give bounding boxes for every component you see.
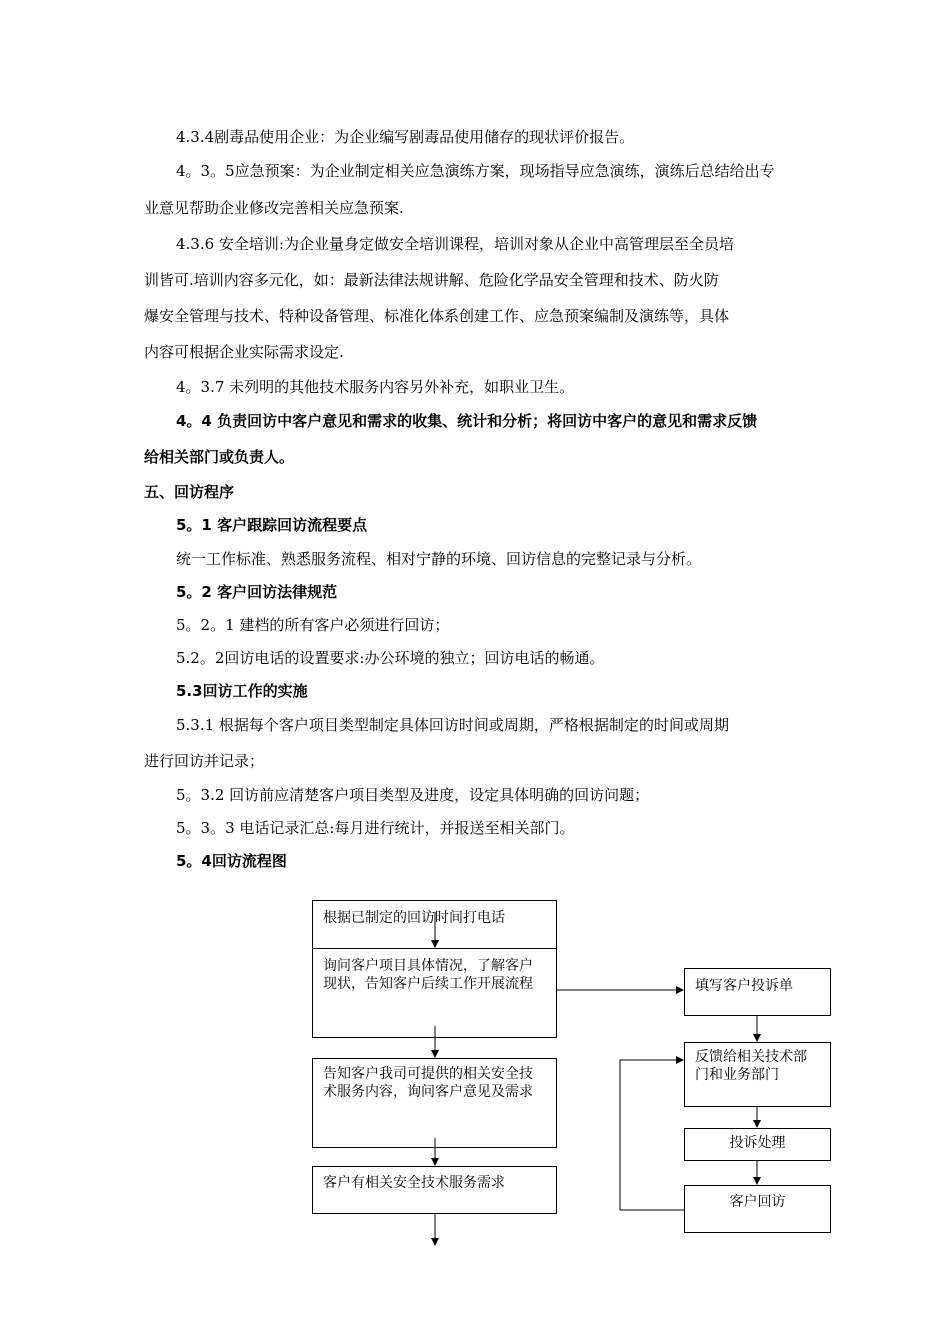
para-5-3-2: 5。3.2 回访前应清楚客户项目类型及进度，设定具体明确的回访问题； <box>176 786 650 804</box>
para-4-3-4: 4.3.4剧毒品使用企业：为企业编写剧毒品使用储存的现状评价报告。 <box>176 128 635 146</box>
heading-5-4: 5。4回访流程图 <box>176 852 287 870</box>
para-4-3-5-line2: 业意见帮助企业修改完善相关应急预案. <box>144 199 404 217</box>
para-5-3-1-line2: 进行回访并记录； <box>144 752 265 770</box>
flow-step-4: 客户有相关安全技术服务需求 <box>323 1175 505 1191</box>
para-4-3-6-line1: 4.3.6 安全培训:为企业量身定做安全培训课程，培训对象从企业中高管理层至全员培 <box>176 235 734 253</box>
para-4-3-6-line2: 训皆可.培训内容多元化，如：最新法律法规讲解、危险化学品安全管理和技术、防火防 <box>144 271 719 289</box>
flow-right-1: 填写客户投诉单 <box>695 978 793 994</box>
para-4-3-5-line1: 4。3。5应急预案：为企业制定相关应急演练方案，现场指导应急演练，演练后总结给出专 <box>176 162 775 180</box>
para-5-3-3: 5。3。3 电话记录汇总:每月进行统计，并报送至相关部门。 <box>176 819 575 837</box>
para-4-3-6-line4: 内容可根据企业实际需求设定. <box>144 343 344 361</box>
flow-right-4: 客户回访 <box>729 1194 786 1210</box>
heading-5-2: 5。2 客户回访法律规范 <box>176 583 338 601</box>
flow-right-3: 投诉处理 <box>729 1135 786 1151</box>
para-5-1: 统一工作标准、熟悉服务流程、相对宁静的环境、回访信息的完整记录与分析。 <box>176 550 702 568</box>
para-4-3-7: 4。3.7 未列明的其他技术服务内容另外补充，如职业卫生。 <box>176 378 575 396</box>
heading-5-1: 5。1 客户跟踪回访流程要点 <box>176 516 368 534</box>
para-4-4-line2: 给相关部门或负责人。 <box>144 448 295 466</box>
flow-step-2: 询问客户项目具体情况，了解客户现状，告知客户后续工作开展流程 <box>323 958 533 992</box>
para-4-4-line1: 4。4 负责回访中客户意见和需求的收集、统计和分析；将回访中客户的意见和需求反馈 <box>176 412 758 430</box>
heading-5-3: 5.3回访工作的实施 <box>176 682 308 700</box>
para-5-2-2: 5.2。2回访电话的设置要求:办公环境的独立；回访电话的畅通。 <box>176 649 605 667</box>
para-5-2-1: 5。2。1 建档的所有客户必须进行回访； <box>176 616 450 634</box>
flow-step-3: 告知客户我司可提供的相关安全技术服务内容，询问客户意见及需求 <box>323 1066 533 1100</box>
flow-right-2: 反馈给相关技术部门和业务部门 <box>695 1049 807 1083</box>
section-5-title: 五、回访程序 <box>144 483 235 501</box>
para-4-3-6-line3: 爆安全管理与技术、特种设备管理、标准化体系创建工作、应急预案编制及演练等，具体 <box>144 307 730 325</box>
loop-revisit-to-feedback <box>620 1060 684 1210</box>
para-5-3-1-line1: 5.3.1 根据每个客户项目类型制定具体回访时间或周期，严格根据制定的时间或周期 <box>176 716 729 734</box>
flow-step-1: 根据已制定的回访时间打电话 <box>323 910 505 926</box>
